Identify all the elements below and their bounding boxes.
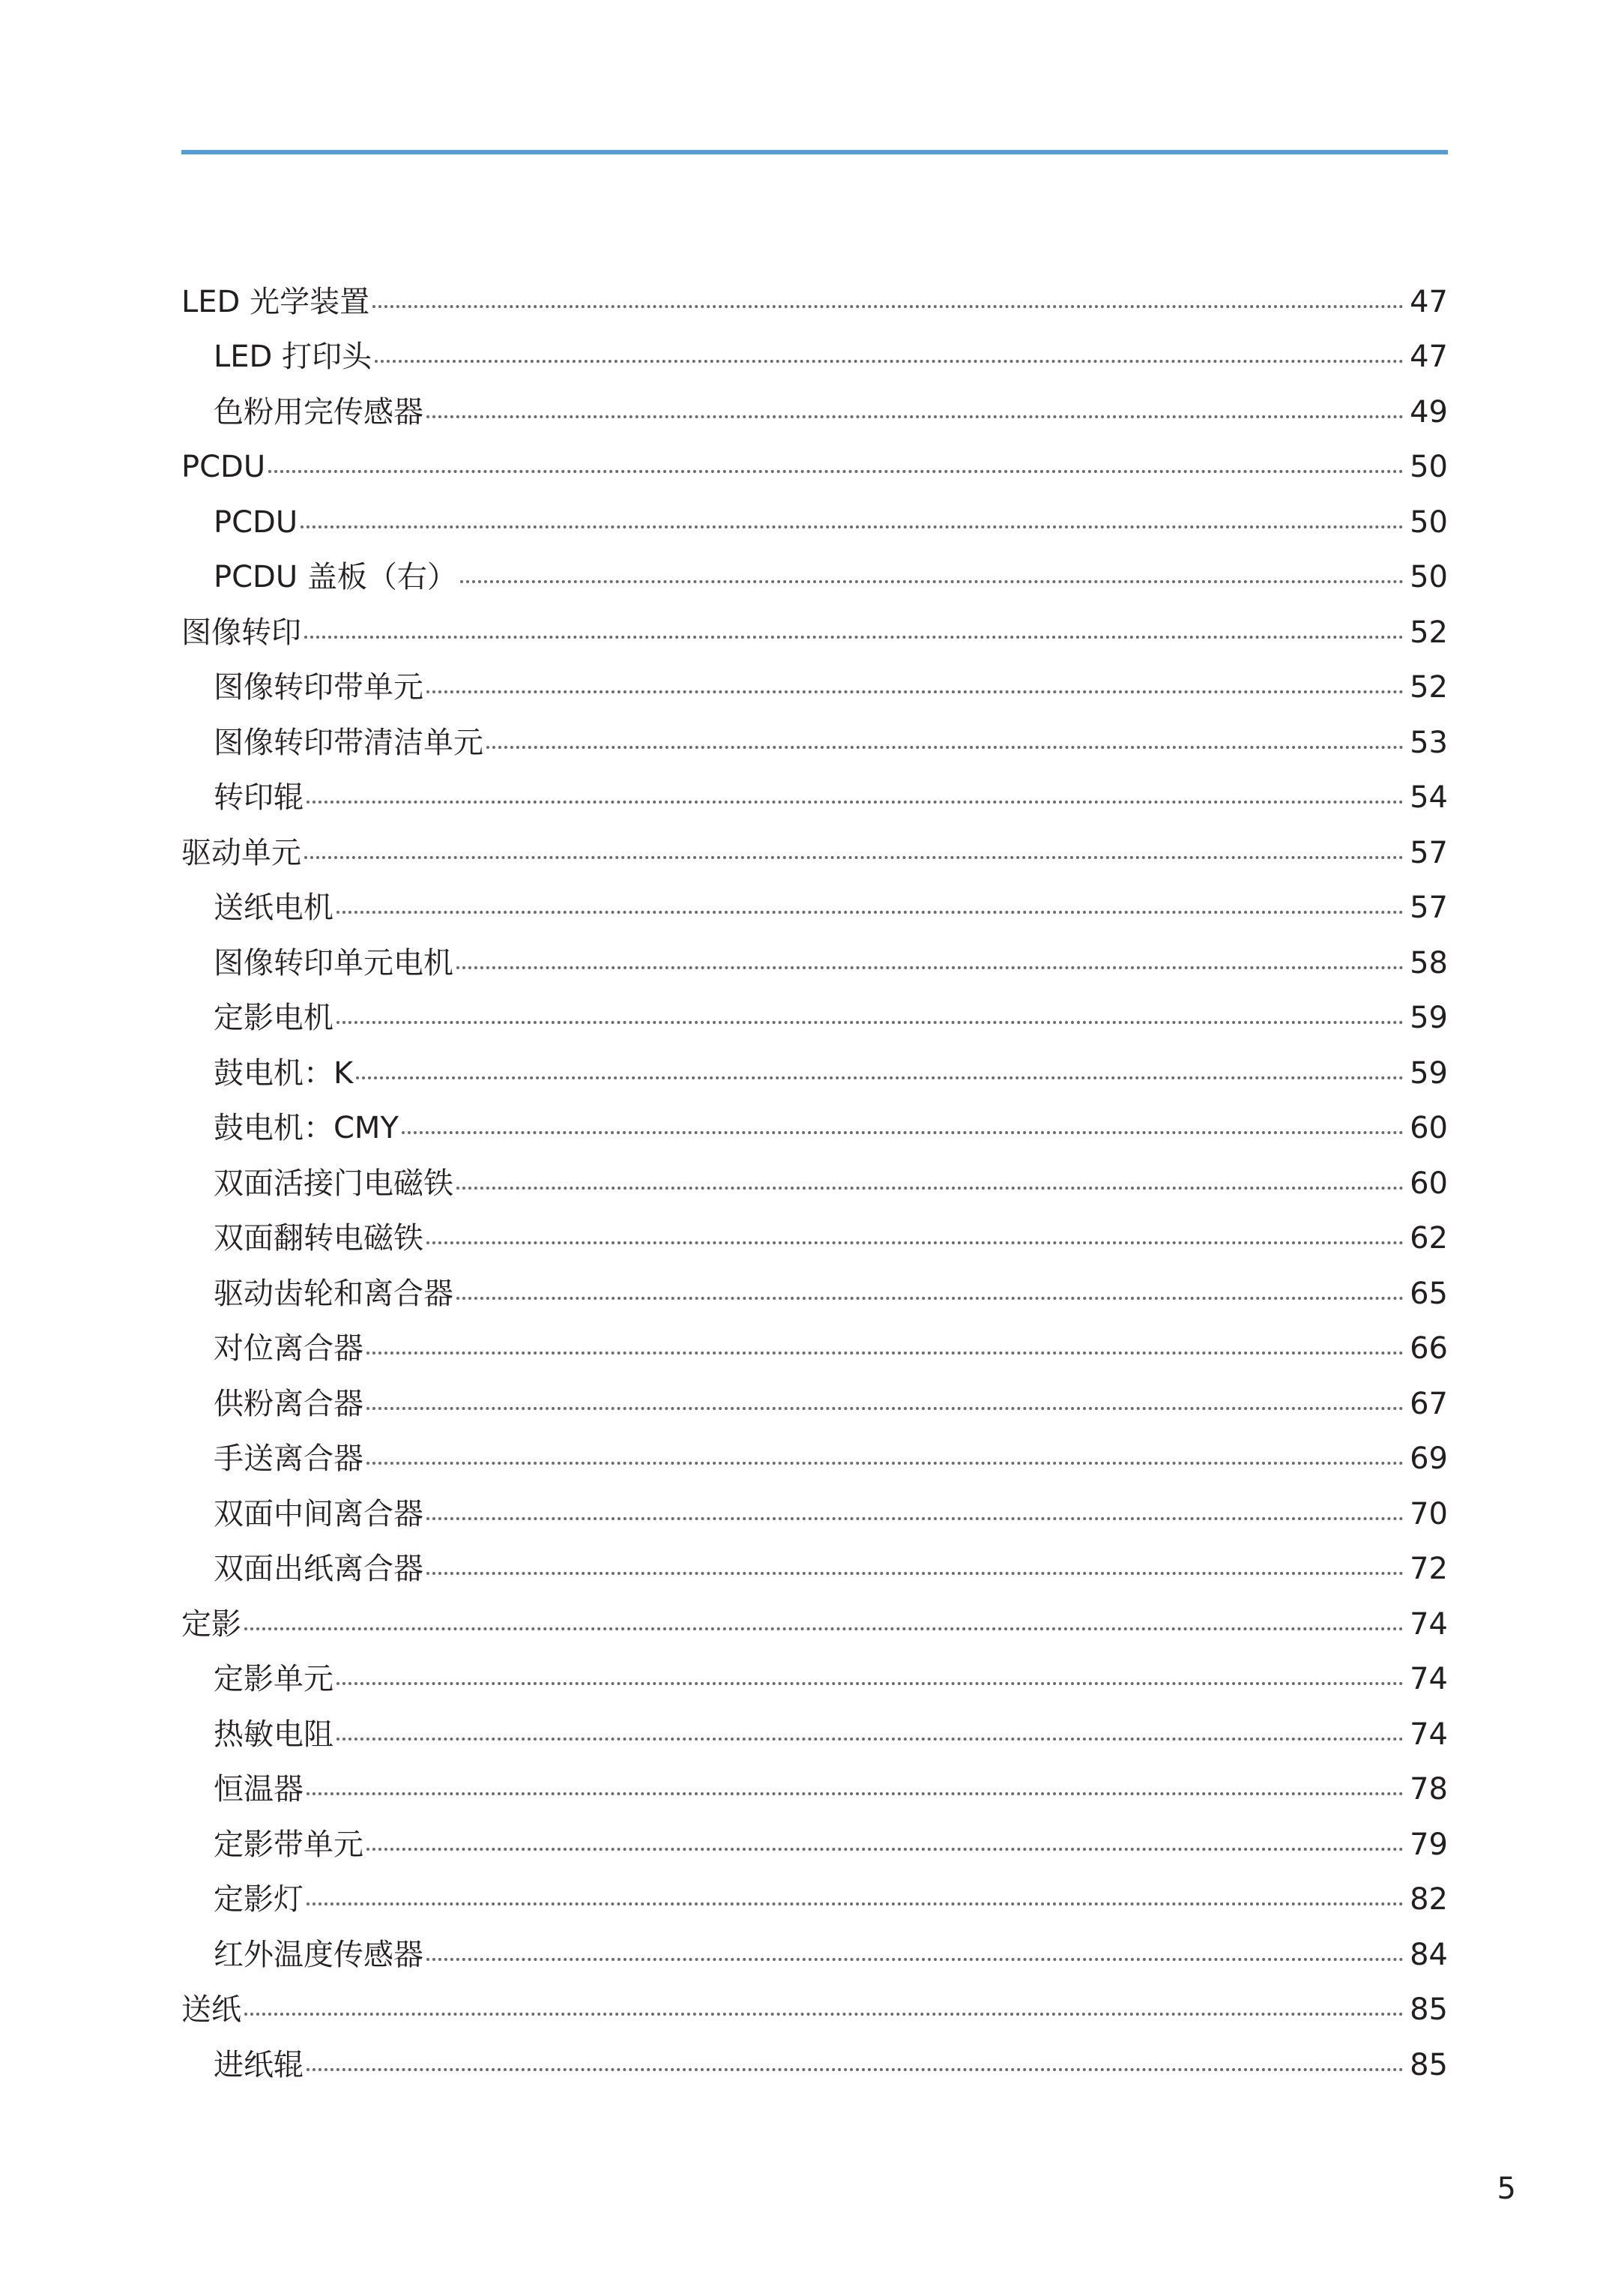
toc-subsection[interactable] [181, 1432, 1448, 1487]
toc-entry-title: PCDU 盖板（右） [214, 560, 457, 595]
toc-entry-title: 定影带单元 [214, 1827, 363, 1862]
toc-dot-leader [486, 746, 1404, 749]
toc-entry-title: 鼓电机：CMY [214, 1111, 399, 1146]
toc-dot-leader [426, 1517, 1404, 1520]
toc-dot-leader [307, 2068, 1404, 2071]
toc-entry-page: 70 [1410, 1496, 1448, 1531]
toc-entry-title: 色粉用完传感器 [214, 394, 423, 430]
toc-entry-page: 74 [1410, 1606, 1448, 1642]
toc-entry-title: 转印辊 [214, 780, 304, 816]
toc-subsection[interactable] [181, 1156, 1448, 1211]
toc-subsection[interactable] [181, 1817, 1448, 1872]
toc-dot-leader [456, 1297, 1404, 1300]
toc-section[interactable] [181, 825, 1448, 881]
toc-entry-title: 定影灯 [214, 1882, 304, 1917]
toc-entry-page: 53 [1410, 725, 1448, 760]
toc-dot-leader [366, 1848, 1404, 1851]
toc-entry-page: 62 [1410, 1221, 1448, 1256]
toc-entry-page: 50 [1410, 504, 1448, 540]
toc-entry-page: 52 [1410, 615, 1448, 650]
table-of-contents [181, 274, 1448, 2093]
toc-entry-title: 图像转印带清洁单元 [214, 725, 483, 760]
toc-entry-page: 78 [1410, 1772, 1448, 1807]
toc-section[interactable] [181, 274, 1448, 330]
toc-entry-title: 驱动单元 [181, 835, 301, 870]
toc-subsection[interactable] [181, 495, 1448, 550]
toc-entry-page: 74 [1410, 1662, 1448, 1697]
toc-dot-leader [375, 360, 1404, 363]
toc-subsection[interactable] [181, 881, 1448, 936]
toc-subsection[interactable] [181, 1927, 1448, 1983]
toc-dot-leader [304, 636, 1404, 639]
toc-subsection[interactable] [181, 1266, 1448, 1322]
toc-entry-title: LED 打印头 [214, 340, 372, 375]
toc-entry-title: 送纸 [181, 1992, 241, 2028]
toc-entry-title: 双面出纸离合器 [214, 1552, 423, 1587]
toc-dot-leader [366, 1352, 1404, 1355]
toc-dot-leader [366, 1407, 1404, 1410]
toc-subsection[interactable] [181, 1872, 1448, 1928]
toc-subsection[interactable] [181, 385, 1448, 440]
toc-entry-page: 84 [1410, 1937, 1448, 1972]
toc-entry-title: 供粉离合器 [214, 1386, 363, 1421]
toc-entry-page: 58 [1410, 945, 1448, 980]
toc-entry-title: 恒温器 [214, 1772, 304, 1807]
toc-dot-leader [426, 690, 1404, 693]
toc-entry-title: PCDU [214, 504, 298, 540]
toc-dot-leader [372, 305, 1404, 308]
toc-dot-leader [426, 1958, 1404, 1961]
toc-entry-page: 47 [1410, 340, 1448, 375]
toc-subsection[interactable] [181, 1046, 1448, 1101]
toc-entry-page: 54 [1410, 780, 1448, 816]
toc-entry-page: 85 [1410, 2047, 1448, 2082]
toc-dot-leader [336, 911, 1404, 914]
toc-subsection[interactable] [181, 660, 1448, 716]
toc-entry-page: 47 [1410, 284, 1448, 319]
toc-dot-leader [336, 1682, 1404, 1685]
toc-entry-title: 驱动齿轮和离合器 [214, 1276, 453, 1311]
toc-entry-page: 52 [1410, 670, 1448, 705]
toc-entry-page: 74 [1410, 1717, 1448, 1752]
toc-entry-page: 69 [1410, 1441, 1448, 1477]
toc-dot-leader [356, 1076, 1404, 1079]
toc-subsection[interactable] [181, 550, 1448, 606]
toc-entry-title: 送纸电机 [214, 891, 333, 926]
toc-subsection[interactable] [181, 991, 1448, 1046]
toc-subsection[interactable] [181, 1322, 1448, 1377]
toc-dot-leader [301, 525, 1404, 528]
toc-entry-title: 图像转印 [181, 615, 301, 650]
toc-entry-title: 热敏电阻 [214, 1717, 333, 1752]
toc-entry-title: 定影电机 [214, 1001, 333, 1036]
toc-entry-page: 60 [1410, 1166, 1448, 1201]
toc-section[interactable] [181, 1983, 1448, 2038]
toc-subsection[interactable] [181, 1542, 1448, 1597]
toc-section[interactable] [181, 1597, 1448, 1652]
toc-entry-title: 鼓电机：K [214, 1055, 354, 1091]
toc-entry-title: 进纸辊 [214, 2047, 304, 2082]
toc-subsection[interactable] [181, 1376, 1448, 1432]
toc-subsection[interactable] [181, 1101, 1448, 1157]
toc-entry-title: PCDU [181, 450, 266, 485]
toc-dot-leader [460, 580, 1404, 583]
toc-dot-leader [307, 801, 1404, 804]
toc-dot-leader [456, 1187, 1404, 1190]
toc-dot-leader [456, 966, 1404, 969]
toc-subsection[interactable] [181, 330, 1448, 385]
toc-entry-page: 65 [1410, 1276, 1448, 1311]
toc-subsection[interactable] [181, 771, 1448, 826]
toc-dot-leader [336, 1738, 1404, 1741]
toc-dot-leader [426, 415, 1404, 418]
toc-subsection[interactable] [181, 1211, 1448, 1267]
toc-entry-title: 对位离合器 [214, 1331, 363, 1367]
toc-entry-page: 60 [1410, 1111, 1448, 1146]
toc-entry-title: 图像转印单元电机 [214, 945, 453, 980]
toc-dot-leader [336, 1021, 1404, 1024]
header-rule [181, 150, 1448, 154]
toc-entry-page: 79 [1410, 1827, 1448, 1862]
toc-entry-page: 57 [1410, 891, 1448, 926]
toc-dot-leader [307, 1792, 1404, 1795]
toc-entry-page: 50 [1410, 450, 1448, 485]
toc-entry-title: 双面翻转电磁铁 [214, 1221, 423, 1256]
toc-entry-page: 85 [1410, 1992, 1448, 2028]
toc-entry-title: 红外温度传感器 [214, 1937, 423, 1972]
toc-entry-title: 图像转印带单元 [214, 670, 423, 705]
toc-entry-page: 67 [1410, 1386, 1448, 1421]
toc-subsection[interactable] [181, 1652, 1448, 1708]
toc-dot-leader [244, 1627, 1404, 1630]
toc-entry-title: 定影 [181, 1606, 241, 1642]
toc-subsection[interactable] [181, 2037, 1448, 2093]
toc-section[interactable] [181, 605, 1448, 660]
toc-dot-leader [304, 856, 1404, 859]
toc-dot-leader [366, 1462, 1404, 1465]
page-number: 5 [1497, 2172, 1516, 2206]
toc-subsection[interactable] [181, 1707, 1448, 1762]
toc-entry-page: 57 [1410, 835, 1448, 870]
toc-entry-title: LED 光学装置 [181, 284, 370, 319]
toc-entry-page: 59 [1410, 1055, 1448, 1091]
toc-dot-leader [426, 1241, 1404, 1244]
toc-subsection[interactable] [181, 715, 1448, 771]
toc-entry-title: 定影单元 [214, 1662, 333, 1697]
toc-section[interactable] [181, 440, 1448, 495]
toc-dot-leader [268, 470, 1404, 473]
toc-dot-leader [402, 1131, 1404, 1134]
toc-subsection[interactable] [181, 935, 1448, 991]
toc-entry-title: 手送离合器 [214, 1441, 363, 1477]
toc-entry-page: 72 [1410, 1552, 1448, 1587]
toc-subsection[interactable] [181, 1762, 1448, 1818]
toc-entry-page: 82 [1410, 1882, 1448, 1917]
toc-entry-title: 双面中间离合器 [214, 1496, 423, 1531]
toc-entry-title: 双面活接门电磁铁 [214, 1166, 453, 1201]
toc-entry-page: 59 [1410, 1001, 1448, 1036]
toc-entry-page: 66 [1410, 1331, 1448, 1367]
toc-dot-leader [307, 1902, 1404, 1905]
toc-subsection[interactable] [181, 1486, 1448, 1542]
toc-entry-page: 50 [1410, 560, 1448, 595]
toc-dot-leader [426, 1572, 1404, 1575]
toc-dot-leader [244, 2013, 1404, 2016]
toc-entry-page: 49 [1410, 394, 1448, 430]
